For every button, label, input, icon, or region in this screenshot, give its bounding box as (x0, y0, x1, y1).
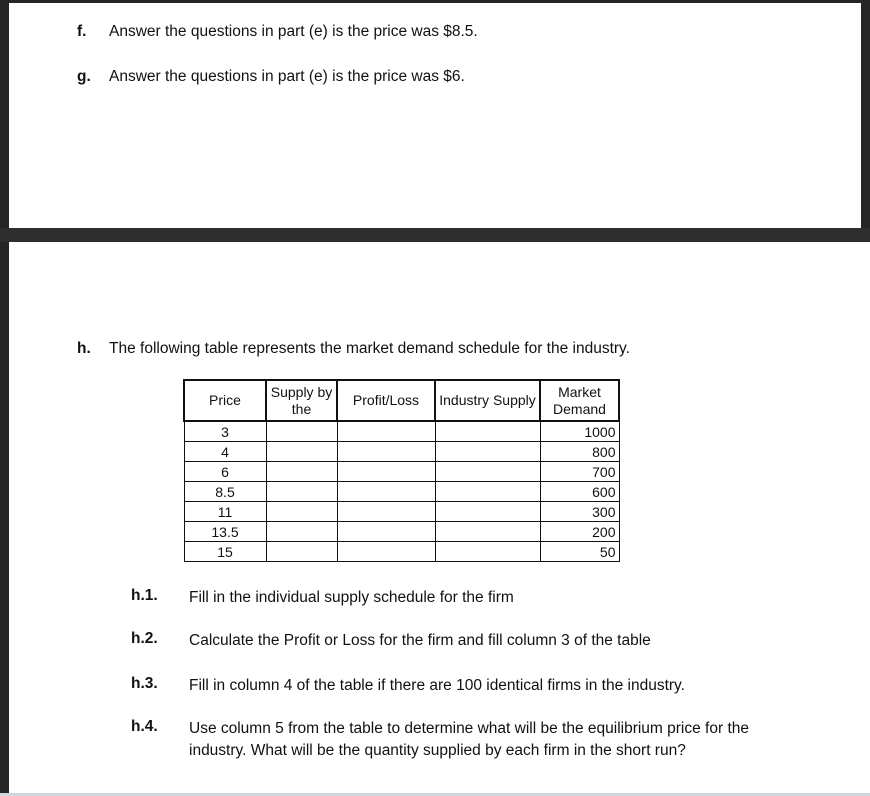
supply-cell (266, 482, 337, 502)
industry-supply-cell (435, 442, 540, 462)
question-label: f. (77, 23, 87, 40)
industry-supply-cell (435, 522, 540, 542)
price-cell: 8.5 (184, 482, 266, 502)
price-cell: 11 (184, 502, 266, 522)
subquestion-label: h.2. (131, 630, 158, 647)
subquestion-text: Fill in column 4 of the table if there are 100 identical firms in the industry. (189, 677, 685, 694)
subquestion-text: Fill in the individual supply schedule for the firm (189, 589, 514, 606)
industry-supply-cell (435, 421, 540, 442)
supply-cell (266, 462, 337, 482)
industry-supply-cell (435, 502, 540, 522)
price-cell: 3 (184, 421, 266, 442)
market-demand-cell: 600 (540, 482, 619, 502)
price-cell: 15 (184, 542, 266, 562)
supply-cell (266, 502, 337, 522)
question-label: h. (77, 340, 91, 357)
table-header-row (184, 380, 619, 421)
industry-supply-cell (435, 482, 540, 502)
industry-supply-cell (435, 462, 540, 482)
price-cell: 6 (184, 462, 266, 482)
table-row (184, 421, 619, 442)
subquestion-label: h.4. (131, 718, 158, 735)
table-row (184, 522, 619, 542)
page-separator (0, 228, 870, 242)
subquestion-text: Calculate the Profit or Loss for the firm and fill column 3 of the table (189, 632, 651, 649)
supply-cell (266, 421, 337, 442)
question-text: The following table represents the market demand schedule for the industry. (109, 340, 630, 357)
profit-loss-cell (337, 442, 435, 462)
subquestion-label: h.3. (131, 675, 158, 692)
profit-loss-cell (337, 542, 435, 562)
header-profit-loss: Profit/Loss (337, 380, 435, 421)
table-row (184, 442, 619, 462)
header-price: Price (184, 380, 266, 421)
header-industry-supply: Industry Supply (435, 380, 540, 421)
market-demand-table (183, 379, 620, 562)
profit-loss-cell (337, 482, 435, 502)
price-cell: 4 (184, 442, 266, 462)
market-demand-cell: 700 (540, 462, 619, 482)
frame-left-border (0, 0, 9, 796)
question-label: g. (77, 68, 91, 85)
industry-supply-cell (435, 542, 540, 562)
question-text: Answer the questions in part (e) is the price was $6. (109, 68, 465, 85)
frame-top-border (0, 0, 870, 3)
table-row (184, 502, 619, 522)
price-cell: 13.5 (184, 522, 266, 542)
subquestion-label: h.1. (131, 587, 158, 604)
table-row (184, 482, 619, 502)
header-supply: Supply by the (266, 380, 337, 421)
frame-right-border (861, 0, 870, 231)
supply-cell (266, 542, 337, 562)
supply-cell (266, 442, 337, 462)
supply-cell (266, 522, 337, 542)
header-market-demand: Market Demand (540, 380, 619, 421)
table-row (184, 542, 619, 562)
market-demand-cell: 50 (540, 542, 619, 562)
market-demand-cell: 800 (540, 442, 619, 462)
question-text: Answer the questions in part (e) is the price was $8.5. (109, 23, 478, 40)
market-demand-cell: 200 (540, 522, 619, 542)
profit-loss-cell (337, 522, 435, 542)
profit-loss-cell (337, 462, 435, 482)
table-row (184, 462, 619, 482)
profit-loss-cell (337, 421, 435, 442)
subquestion-text: Use column 5 from the table to determine what will be the equilibrium price for the industry. What will be the quantity supplied by each firm in the short run? (189, 720, 749, 759)
profit-loss-cell (337, 502, 435, 522)
market-demand-cell: 1000 (540, 421, 619, 442)
market-demand-cell: 300 (540, 502, 619, 522)
